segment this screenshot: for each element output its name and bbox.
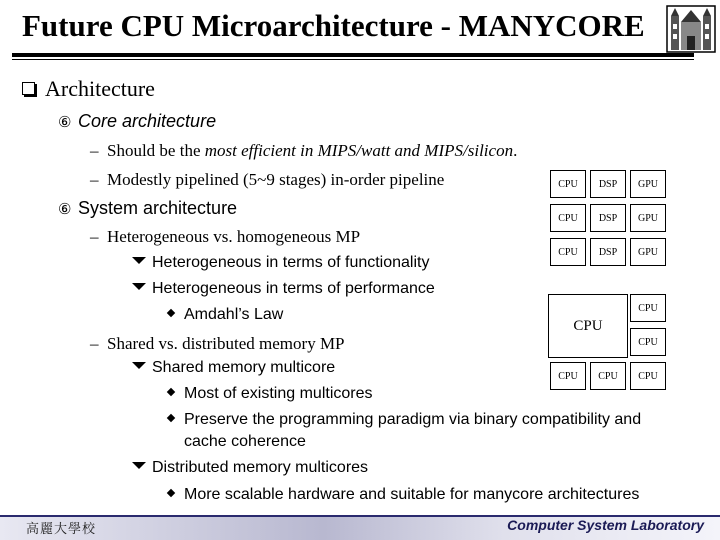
- most-existing-line: [168, 385, 373, 403]
- grid-cell-gpu: GPU: [630, 204, 666, 232]
- hetero-perf-line: [132, 280, 435, 298]
- dash-bullet-icon: –: [90, 170, 107, 189]
- system-arch-label: System architecture: [78, 198, 238, 218]
- checkbox-bullet-icon: [22, 82, 35, 95]
- small-cpu-box: CPU: [630, 294, 666, 322]
- small-cpu-box: CPU: [550, 362, 586, 390]
- ring-bullet-icon: ⑥: [58, 114, 72, 131]
- small-cpu-box: CPU: [630, 362, 666, 390]
- small-cpu-box: CPU: [590, 362, 626, 390]
- title-rule: [12, 53, 694, 57]
- diamond-bullet-icon: [167, 414, 175, 422]
- shared-mc-text: Shared memory multicore: [152, 359, 336, 376]
- big-cpu-box: CPU: [548, 294, 628, 358]
- arrow-down-icon: [132, 462, 146, 469]
- arrow-down-icon: [132, 362, 146, 369]
- grid-cell-dsp: DSP: [590, 238, 626, 266]
- amdahl-line: [168, 306, 283, 324]
- dash-bullet-icon: –: [90, 334, 107, 353]
- grid-cell-dsp: DSP: [590, 204, 626, 232]
- core-line1-suffix: .: [513, 141, 518, 160]
- section-label: Architecture: [45, 76, 155, 101]
- core-line2-text: Modestly pipelined (5~9 stages) in-order pipeline: [107, 170, 445, 189]
- hetero-func-text: Heterogeneous in terms of functionality: [152, 254, 430, 271]
- core-line1-prefix: Should be the: [107, 141, 205, 160]
- hetero-func-line: [132, 254, 429, 272]
- dash-bullet-icon: –: [90, 227, 107, 246]
- university-logo: [665, 2, 717, 54]
- core-arch-line1: [90, 141, 517, 161]
- small-cpu-box: CPU: [630, 328, 666, 356]
- grid-cell-gpu: GPU: [630, 238, 666, 266]
- section-heading: [22, 76, 155, 102]
- system-arch-item: [58, 198, 237, 219]
- shared-mc-line: [132, 359, 335, 377]
- core-arch-item: [58, 111, 216, 132]
- core-arch-line2: [90, 170, 444, 190]
- hetero-perf-text: Heterogeneous in terms of performance: [152, 280, 435, 297]
- distributed-line: [132, 459, 368, 477]
- preserve-text-1: Preserve the programming paradigm via binary compatibility and: [184, 411, 642, 428]
- hetero-line: [90, 227, 360, 247]
- most-existing-text: Most of existing multicores: [184, 385, 373, 402]
- footer-lab: Computer System Laboratory: [507, 517, 704, 533]
- arrow-down-icon: [132, 283, 146, 290]
- shared-vs-line: [90, 334, 345, 354]
- arrow-down-icon: [132, 257, 146, 264]
- diamond-bullet-icon: [167, 309, 175, 317]
- footer-university: 高麗大學校: [26, 521, 97, 536]
- diamond-bullet-icon: [167, 388, 175, 396]
- grid-cell-cpu: CPU: [550, 238, 586, 266]
- grid-cell-cpu: CPU: [550, 170, 586, 198]
- shared-vs-text: Shared vs. distributed memory MP: [107, 334, 345, 353]
- grid-cell-gpu: GPU: [630, 170, 666, 198]
- title-rule-thin: [12, 59, 694, 60]
- dash-bullet-icon: –: [90, 141, 107, 160]
- distributed-text: Distributed memory multicores: [152, 459, 369, 476]
- diamond-bullet-icon: [167, 489, 175, 497]
- hetero-text: Heterogeneous vs. homogeneous MP: [107, 227, 361, 246]
- core-line1-italic: most efficient in MIPS/watt and MIPS/silicon: [204, 141, 514, 160]
- preserve-line-2: cache coherence: [184, 433, 306, 450]
- grid-cell-dsp: DSP: [590, 170, 626, 198]
- ring-bullet-icon: ⑥: [58, 201, 72, 218]
- core-arch-label: Core architecture: [78, 111, 217, 131]
- grid-cell-cpu: CPU: [550, 204, 586, 232]
- scalable-line: [168, 486, 639, 504]
- amdahl-text: Amdahl’s Law: [184, 306, 284, 323]
- preserve-line: [168, 411, 641, 429]
- scalable-text: More scalable hardware and suitable for manycore architectures: [184, 486, 640, 503]
- slide-title: Future CPU Microarchitecture - MANYCORE: [22, 8, 645, 43]
